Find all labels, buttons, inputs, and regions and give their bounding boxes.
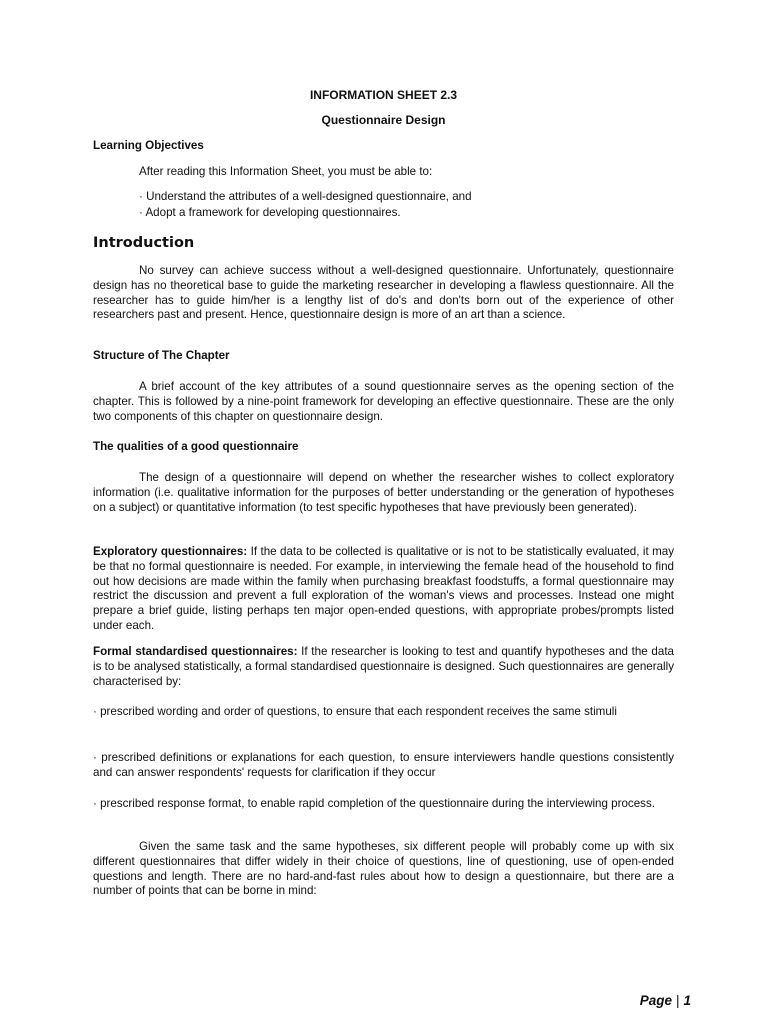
page-title: INFORMATION SHEET 2.3 [309, 88, 458, 102]
learning-objectives-heading: Learning Objectives [93, 139, 204, 152]
exploratory-paragraph [93, 545, 674, 634]
formal-text: If the researcher is looking to test and quantify hypotheses and the data is to be analysed statistically, a formal standardised questionnaire is designed. Such questionnaires are generally characterised by: [93, 645, 674, 688]
closing-paragraph: Given the same task and the same hypotheses, six different people will probably come up with six different questionnaires that differ widely in their choice of questions, line of questioning, use of open-ended questions and length. There are no hard-and-fast rules about how to design a questionnaire, but there are a number of points that can be borne in mind: [93, 840, 674, 898]
structure-paragraph: A brief account of the key attributes of a sound questionnaire serves as the opening section of the chapter. This is followed by a nine-point framework for developing an effective questionnaire. These are the only two components of this chapter on questionnaire design. [93, 380, 674, 423]
page-label: Page [639, 993, 672, 1008]
exploratory-text: If the data to be collected is qualitative or is not to be statistically evaluated, it may be that no formal questionnaire is needed. For example, in interviewing the female head of the household to find out how decisions are made within the family when purchasing breakfast foodstuffs, a formal questionnaire may restrict the discussion and prevent a full exploration of the woman's views and processes. Instead one might prepare a brief guide, listing perhaps ten major open-ended questions, with appropriate probes/prompts listed under each. [93, 545, 674, 632]
objective-item: · Adopt a framework for developing questionnaires. [139, 206, 401, 219]
objective-item: · Understand the attributes of a well-designed questionnaire, and [139, 190, 472, 203]
formal-paragraph [93, 645, 674, 689]
page-separator: | [675, 993, 680, 1008]
page-subtitle: Questionnaire Design [321, 113, 446, 127]
formal-bullet: · prescribed response format, to enable rapid completion of the questionnaire during the interviewing process. [93, 797, 655, 810]
structure-heading: Structure of The Chapter [93, 349, 230, 362]
introduction-heading: Introduction [93, 235, 195, 251]
qualities-paragraph: The design of a questionnaire will depend on whether the researcher wishes to collect exploratory information (i.e. qualitative information for the purposes of better understanding or the generation of hypotheses on a subject) or quantitative information (to test specific hypotheses that have previously been generated). [93, 471, 674, 514]
formal-bullet: · prescribed definitions or explanations for each question, to ensure interviewers handle questions consistently and can answer respondents' requests for clarification if they occur [93, 751, 674, 779]
exploratory-label: Exploratory questionnaires: [93, 545, 248, 558]
introduction-paragraph: No survey can achieve success without a well-designed questionnaire. Unfortunately, questionnaire design has no theoretical base to guide the marketing researcher in developing a flawless questionnaire. All the researcher has to guide him/her is a lengthy list of do's and don'ts born out of the experience of other researchers past and present. Hence, questionnaire design is more of an art than a science. [93, 264, 674, 322]
page-footer [640, 993, 691, 1008]
learning-objectives-intro: After reading this Information Sheet, you must be able to: [139, 165, 433, 178]
qualities-heading: The qualities of a good questionnaire [93, 440, 299, 453]
formal-label: Formal standardised questionnaires: [93, 645, 298, 658]
page-number: 1 [683, 993, 691, 1008]
formal-bullet: · prescribed wording and order of questions, to ensure that each respondent receives the same stimuli [93, 705, 617, 718]
